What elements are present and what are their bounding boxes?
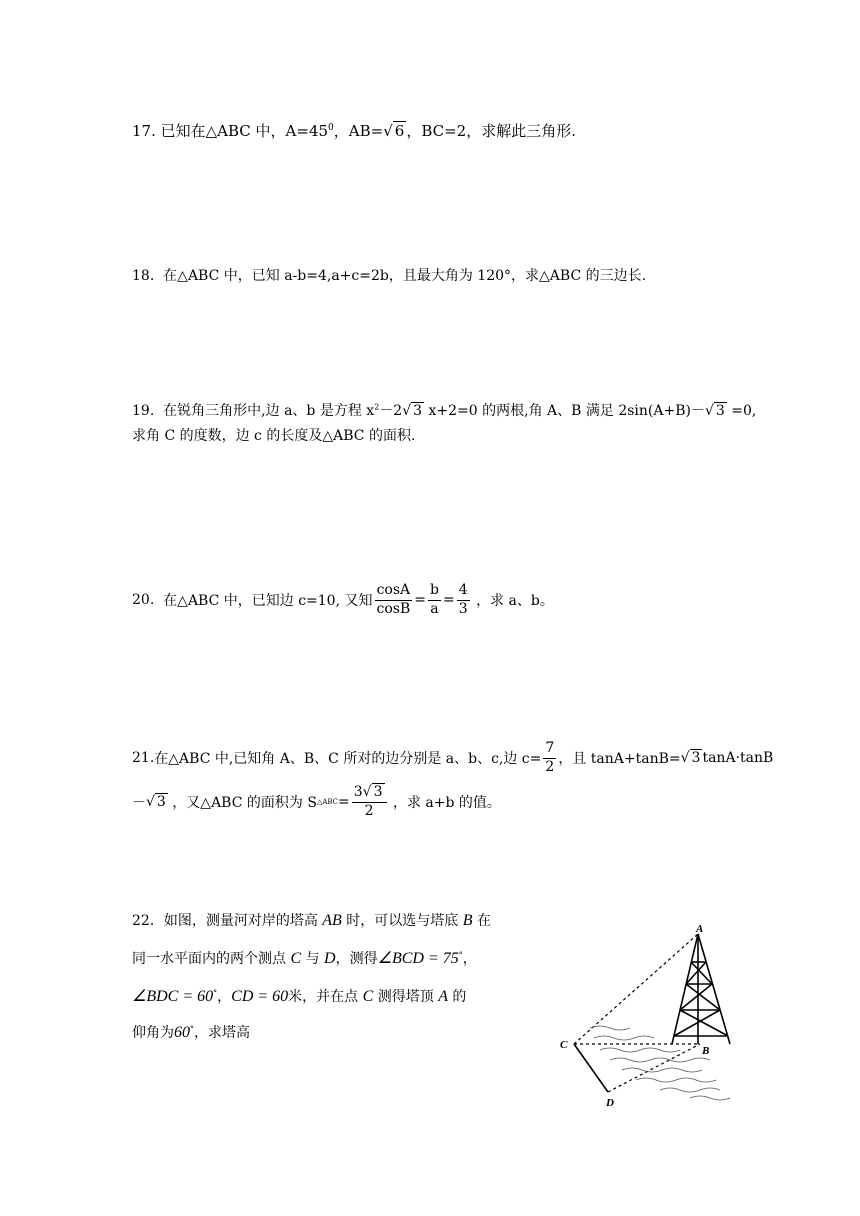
problem-22-line-3 <box>132 986 466 1006</box>
equals-sign: = <box>338 794 350 810</box>
numerator: cosA <box>375 582 413 601</box>
problem-text: ，且 tanA+tanB= <box>558 751 681 767</box>
label-b: B <box>702 1045 710 1057</box>
denominator: a <box>430 600 439 617</box>
sqrt-expression: √ 3 <box>402 403 423 419</box>
numerator: b <box>428 582 441 601</box>
sqrt-expression: √ 3 <box>704 403 725 419</box>
math-var: C <box>290 950 302 967</box>
problem-text: 米，并在点 <box>288 989 363 1005</box>
problem-number: 18. <box>132 268 155 284</box>
problem-text: ，又△ABC 的面积为 S <box>172 795 317 811</box>
problem-20 <box>132 580 554 620</box>
label-c: C <box>560 1039 568 1051</box>
problem-text: 已知在△ABC 中，A=45 <box>160 122 329 140</box>
problem-text: ，求 a、b。 <box>476 593 554 609</box>
problem-text: x+2=0 的两根,角 A、B 满足 2sin(A+B)－ <box>424 403 705 419</box>
radicand: 3 <box>156 794 166 810</box>
problem-text: ，AB= <box>333 122 384 140</box>
math-var: D <box>324 950 336 967</box>
superscript: 2 <box>374 402 380 412</box>
problem-19-line-2 <box>132 425 415 445</box>
math-var: AB <box>322 912 342 929</box>
denominator: 2 <box>545 758 555 775</box>
numerator-coefficient: 3 <box>353 784 363 800</box>
fraction-ba <box>428 582 441 618</box>
problem-19 <box>132 400 756 420</box>
math-expression: CD = 60 <box>231 988 289 1005</box>
problem-text: 在 <box>472 913 491 929</box>
problem-text: 在△ABC 中,已知角 A、B、C 所对的边分别是 a、b、c,边 c= <box>154 751 542 767</box>
label-a: A <box>696 923 704 935</box>
problem-text: ，测得 <box>335 951 378 967</box>
problem-text: ， <box>462 951 477 967</box>
problem-22-line-4 <box>132 1022 250 1042</box>
problem-text: 22．如图，测量河对岸的塔高 <box>132 913 323 929</box>
problem-text: － <box>132 795 146 811</box>
problem-text: ，求塔高 <box>194 1025 250 1041</box>
problem-text: 求角 C 的度数，边 c 的长度及△ABC 的面积. <box>132 428 416 444</box>
problem-number: 20. <box>132 592 155 608</box>
radicand: 3 <box>413 403 423 419</box>
subscript: △ABC <box>316 798 339 806</box>
problem-text: ， <box>217 989 232 1005</box>
denominator: 3 <box>458 600 468 617</box>
label-d: D <box>606 1097 614 1109</box>
tower-figure <box>550 920 750 1110</box>
problem-text: 在△ABC 中，已知边 c=10, 又知 <box>163 593 373 609</box>
problem-21 <box>132 738 773 778</box>
denominator: cosB <box>376 600 411 617</box>
problem-text: －2 <box>379 403 403 419</box>
math-expression: ∠BDC = 60 <box>132 988 214 1005</box>
problem-number: 19. <box>132 403 155 419</box>
problem-text: =0, <box>726 403 757 419</box>
problem-number: 21. <box>132 750 155 766</box>
math-expression: 60 <box>174 1024 190 1041</box>
sqrt-expression: √ 3 <box>680 750 701 766</box>
radicand: 6 <box>394 122 405 140</box>
problem-text: 仰角为 <box>132 1025 174 1041</box>
radicand: 3 <box>715 403 725 419</box>
problem-text: 时，可以选与塔底 <box>341 913 463 929</box>
superscript: 0 <box>328 123 334 133</box>
denominator: 2 <box>364 802 374 819</box>
problem-text: 同一水平面内的两个测点 <box>132 951 291 967</box>
radicand: 3 <box>373 784 383 800</box>
problem-text: ，求 a+b 的值。 <box>392 795 501 811</box>
sqrt-expression: √ 6 <box>383 122 405 140</box>
numerator: 4 <box>457 582 470 601</box>
problem-text: tanA·tanB <box>702 750 774 766</box>
numerator <box>352 784 387 803</box>
equals-sign: = <box>414 592 426 608</box>
problem-text: 在锐角三角形中,边 a、b 是方程 x <box>163 403 375 419</box>
problem-text: 在△ABC 中，已知 a-b=4,a+c=2b，且最大角为 120°，求△ABC 的三边长. <box>163 268 647 284</box>
numerator: 7 <box>543 740 556 759</box>
sqrt-expression: √ 3 <box>146 794 166 810</box>
math-expression: ∠BCD = 75 <box>377 950 459 967</box>
problem-17 <box>132 120 576 141</box>
degree-sign: ° <box>213 988 218 998</box>
radicand: 3 <box>691 750 701 766</box>
problem-21-line-2 <box>132 782 501 822</box>
tower-structure <box>672 934 730 1044</box>
math-var: B <box>462 912 473 929</box>
problem-22-line-1 <box>132 910 491 930</box>
degree-sign: ° <box>458 950 463 960</box>
math-var: A <box>438 988 448 1005</box>
problem-text: 的 <box>447 989 467 1005</box>
fraction-area <box>352 784 387 820</box>
problem-22-line-2 <box>132 948 477 968</box>
problem-18 <box>132 265 646 285</box>
problem-text: ，BC=2，求解此三角形. <box>406 122 576 140</box>
degree-sign: ° <box>190 1024 194 1034</box>
problem-text: 与 <box>301 951 325 967</box>
equals-sign: = <box>442 592 455 608</box>
fraction-7-2 <box>543 740 556 776</box>
sqrt-expression: √ 3 <box>362 784 383 800</box>
river-hatching <box>590 1026 730 1100</box>
fraction-43 <box>457 582 470 618</box>
math-var: C <box>362 988 374 1005</box>
problem-number: 17. <box>132 122 156 140</box>
problem-text: 测得塔顶 <box>373 989 439 1005</box>
fraction-cos <box>375 582 413 618</box>
